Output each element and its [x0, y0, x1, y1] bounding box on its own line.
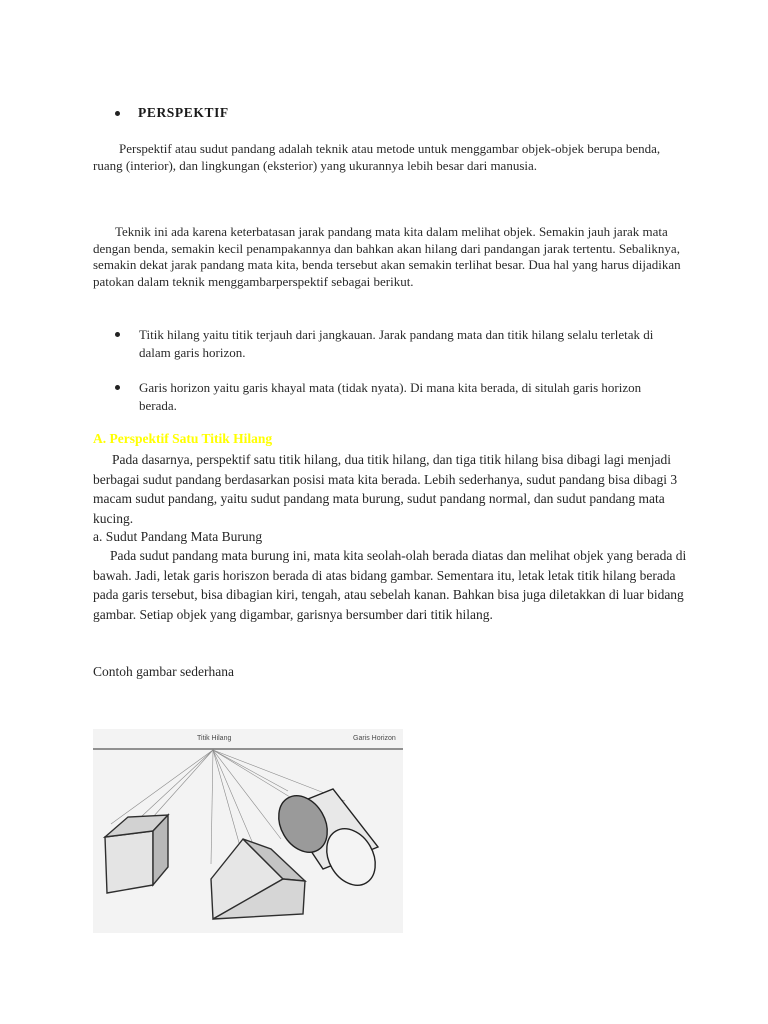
subsection-paragraph: Pada sudut pandang mata burung ini, mata kita seolah-olah berada diatas dan melihat objek yang berada di bawah. Jadi, letak garis horiszon berada di atas bidang gambar. Sementara itu, letak letak titik hilang berada pada garis tersebut, bisa dibagian kiri, tengah, atau sebelah kanan. Bahkan bisa juga diletakkan di luar bidang gambar. Setiap objek yang digambar, garisnya bersumber dari titik hilang. [93, 548, 687, 622]
subsection-heading: a. Sudut Pandang Mata Burung [93, 529, 263, 544]
bullet-icon [115, 385, 120, 390]
perspective-sketch-image [93, 729, 403, 933]
bullet-icon [115, 111, 120, 116]
section-heading: A. Perspektif Satu Titik Hilang [93, 431, 273, 446]
vanishing-point-label: Titik Hilang [197, 735, 232, 742]
perspective-sketch-drawing [93, 729, 403, 933]
section-intro-paragraph: Pada dasarnya, perspektif satu titik hilang, dua titik hilang, dan tiga titik hilang bisa dibagi lagi menjadi berbagai sudut pandang berdasarkan posisi mata kita berada. Lebih sederhanya, sudut pandang bisa dibagi 3 macam sudut pandang, yaitu sudut pandang mata burung, sudut pandang normal, dan sudut pandang mata kucing. [93, 452, 678, 526]
horizon-label: Garis Horizon [353, 735, 396, 742]
bullet-icon [115, 332, 120, 337]
explanation-paragraph: Teknik ini ada karena keterbatasan jarak pandang mata kita dalam melihat objek. Semakin jauh jarak mata dengan benda, semakin kecil penampakannya dan bahkan akan hilang dari pandangan jarak tertentu. Sebaliknya, semakin dekat jarak pandang mata kita, benda tersebut akan semakin terlihat besar. Dua hal yang harus dijadikan patokan dalam teknik menggambarperspektif sebagai berikut. [93, 224, 681, 289]
example-label: Contoh gambar sederhana [93, 664, 234, 679]
intro-paragraph: Perspektif atau sudut pandang adalah teknik atau metode untuk menggambar objek-objek berupa benda, ruang (interior), dan lingkungan (eksterior) yang ukurannya lebih besar dari manusia. [93, 141, 661, 173]
document-page: PERSPEKTIF Perspektif atau sudut pandang adalah teknik atau metode untuk menggambar objek-objek berupa benda, ruang (interior), dan lingkungan (eksterior) yang ukurannya lebih besar dari manusia. Teknik ini ada karena keterbatasan jarak pandang mata kita dalam melihat objek. Semakin jauh jarak mata dengan benda, semakin kecil penampakannya dan bahkan akan hilang dari pandangan jarak tertentu. Sebaliknya, semakin dekat jarak pandang mata kita, benda tersebut akan semakin terlihat besar. Dua hal yang harus dijadikan patokan dalam teknik menggambarperspektif sebagai berikut. Titik hilang yaitu titik terjauh dari jangkauan. Jarak pandang mata dan titik hilang selalu terletak di dalam garis horizon. Garis horizon yaitu garis khayal mata (tidak nyata). Di mana kita berada, di situlah garis horizon berada. A. Perspektif Satu Titik Hilang Pada dasarnya, perspektif satu titik hilang, dua titik hilang, dan tiga titik hilang bisa dibagi lagi menjadi berbagai sudut pandang berdasarkan posisi mata kita berada. Lebih sederhanya, sudut pandang bisa dibagi 3 macam sudut pandang, yaitu sudut pandang mata burung, sudut pandang normal, dan sudut pandang mata kucing. a. Sudut Pandang Mata Burung Pada sudut pandang mata burung ini, mata kita seolah-olah berada diatas dan melihat objek yang berada di bawah. Jadi, letak garis horiszon berada di atas bidang gambar. Sementara itu, letak letak titik hilang berada pada garis tersebut, bisa dibagian kiri, tengah, atau sebelah kanan. Bahkan bisa juga diletakkan di luar bidang gambar. Setiap objek yang digambar, garisnya bersumber dari titik hilang. Contoh gambar sederhana Titik Hilang Garis Horizon [0, 0, 768, 1024]
